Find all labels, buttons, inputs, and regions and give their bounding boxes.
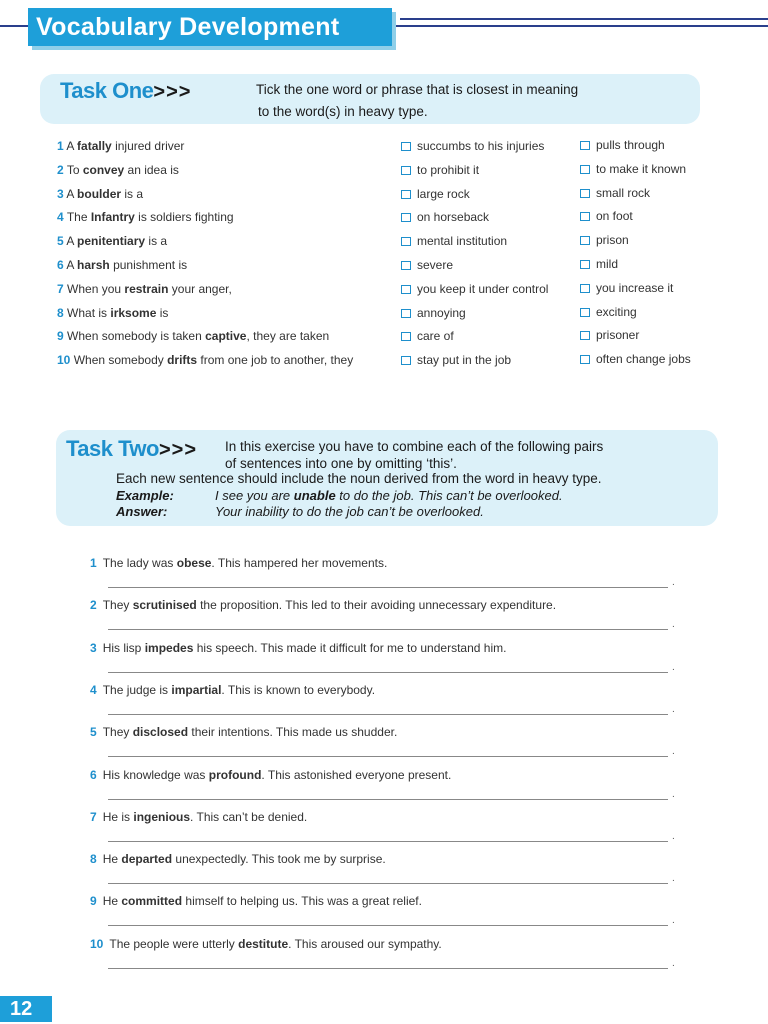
- question-number: 6: [57, 258, 64, 272]
- sentence-text-post: . This can’t be denied.: [190, 810, 308, 824]
- option-label: pulls through: [596, 138, 665, 152]
- task-one-heading: [60, 78, 191, 104]
- task-one-instruction-line2: to the word(s) in heavy type.: [258, 104, 428, 119]
- sentence-text-post: . This aroused our sympathy.: [288, 937, 442, 951]
- option-b[interactable]: [580, 232, 629, 248]
- sentence-keyword: profound: [208, 768, 262, 782]
- checkbox[interactable]: [401, 166, 411, 175]
- question-keyword: fatally: [77, 139, 112, 153]
- checkbox[interactable]: [401, 190, 411, 199]
- option-b[interactable]: [580, 137, 665, 153]
- option-label: you increase it: [596, 281, 674, 295]
- sentence-text-post: the proposition. This led to their avoiding unnecessary expenditure.: [196, 598, 557, 612]
- option-label: on foot: [596, 209, 633, 223]
- question-text-pre: A: [66, 139, 78, 153]
- question-text-post: an idea is: [124, 163, 179, 177]
- option-label: annoying: [417, 306, 466, 320]
- task-two-arrows: >>>: [158, 439, 198, 461]
- sentence-text-pre: His knowledge was: [102, 768, 209, 782]
- sentence-number: 3: [90, 641, 97, 655]
- sentence-row: [90, 894, 422, 908]
- sentence-text-post: unexpectedly. This took me by surprise.: [172, 852, 386, 866]
- answer-line-end: .: [672, 577, 675, 588]
- checkbox[interactable]: [401, 142, 411, 151]
- question-row: [57, 281, 232, 297]
- answer-line[interactable]: [108, 841, 668, 842]
- question-text-pre: A: [66, 187, 78, 201]
- answer-line[interactable]: [108, 756, 668, 757]
- question-row: [57, 352, 353, 368]
- question-keyword: captive: [205, 329, 247, 343]
- sentence-row: [90, 937, 442, 951]
- question-text-post: is: [156, 306, 169, 320]
- option-label: stay put in the job: [417, 353, 512, 367]
- sentence-row: [90, 852, 386, 866]
- task-two-instruction-line2: of sentences into one by omitting ‘this’.: [225, 456, 457, 471]
- answer-line-end: .: [672, 915, 675, 926]
- question-text-post: , they are taken: [246, 329, 330, 343]
- option-a[interactable]: [401, 162, 479, 178]
- answer-line[interactable]: [108, 883, 668, 884]
- question-text-post: is a: [145, 234, 168, 248]
- question-row: [57, 257, 187, 273]
- sentence-row: [90, 768, 451, 782]
- question-number: 5: [57, 234, 64, 248]
- sentence-text-post: himself to helping us. This was a great relief.: [182, 894, 422, 908]
- option-b[interactable]: [580, 208, 633, 224]
- answer-line-end: .: [672, 746, 675, 757]
- sentence-keyword: impedes: [144, 641, 194, 655]
- option-b[interactable]: [580, 280, 673, 296]
- question-keyword: convey: [82, 163, 125, 177]
- question-keyword: restrain: [124, 282, 169, 296]
- page-number: 12: [0, 996, 52, 1022]
- sentence-keyword: obese: [176, 556, 212, 570]
- sentence-row: [90, 725, 397, 739]
- header-rule-upper: [400, 18, 768, 20]
- option-b[interactable]: [580, 304, 637, 320]
- question-row: [57, 186, 143, 202]
- option-label: prisoner: [596, 328, 640, 342]
- option-a[interactable]: [401, 352, 511, 368]
- sentence-number: 10: [90, 937, 104, 951]
- question-number: 1: [57, 139, 64, 153]
- checkbox[interactable]: [580, 260, 590, 269]
- question-text-pre: What is: [67, 306, 111, 320]
- task-two-title: Task Two: [66, 436, 159, 461]
- option-a[interactable]: [401, 305, 466, 321]
- sentence-number: 8: [90, 852, 97, 866]
- option-a[interactable]: [401, 257, 453, 273]
- answer-line[interactable]: [108, 629, 668, 630]
- sentence-row: [90, 641, 506, 655]
- sentence-text-pre: They: [102, 598, 133, 612]
- option-a[interactable]: [401, 186, 470, 202]
- option-b[interactable]: [580, 327, 639, 343]
- sentence-text-post: . This hampered her movements.: [211, 556, 388, 570]
- sentence-keyword: ingenious: [133, 810, 191, 824]
- sentence-text-post: his speech. This made it difficult for me to understand him.: [193, 641, 507, 655]
- sentence-number: 4: [90, 683, 97, 697]
- answer-label: Answer:: [116, 504, 168, 519]
- answer-line[interactable]: [108, 714, 668, 715]
- sentence-keyword: departed: [121, 852, 173, 866]
- task-one-arrows: >>>: [153, 81, 192, 103]
- question-text-pre: When somebody: [73, 353, 168, 367]
- question-text-post: is a: [121, 187, 144, 201]
- checkbox[interactable]: [580, 308, 590, 317]
- question-row: [57, 305, 168, 321]
- sentence-keyword: impartial: [171, 683, 222, 697]
- example-label: Example:: [116, 488, 174, 503]
- sentence-keyword: destitute: [238, 937, 289, 951]
- question-keyword: boulder: [77, 187, 122, 201]
- sentence-keyword: disclosed: [132, 725, 189, 739]
- option-label: often change jobs: [596, 352, 691, 366]
- checkbox[interactable]: [580, 355, 590, 364]
- sentence-number: 2: [90, 598, 97, 612]
- question-number: 8: [57, 306, 64, 320]
- option-label: mental institution: [417, 234, 508, 248]
- task-one-title: Task One: [60, 78, 154, 103]
- sentence-text-post: . This astonished everyone present.: [261, 768, 452, 782]
- option-b[interactable]: [580, 351, 691, 367]
- question-keyword: drifts: [167, 353, 198, 367]
- option-a[interactable]: [401, 233, 507, 249]
- question-text-pre: The: [66, 210, 91, 224]
- option-b[interactable]: [580, 161, 686, 177]
- sentence-text-pre: He is: [102, 810, 134, 824]
- question-text-pre: A: [66, 258, 78, 272]
- answer-line[interactable]: [108, 799, 668, 800]
- task-two-instruction-line1: In this exercise you have to combine each of the following pairs: [225, 439, 604, 454]
- sentence-text-pre: The lady was: [102, 556, 177, 570]
- task-one-instruction: [256, 80, 578, 121]
- option-label: you keep it under control: [417, 282, 549, 296]
- checkbox[interactable]: [401, 261, 411, 270]
- question-text-pre: When somebody is taken: [67, 329, 206, 343]
- option-a[interactable]: [401, 138, 544, 154]
- sentence-text-pre: He: [102, 894, 122, 908]
- option-a[interactable]: [401, 328, 454, 344]
- answer-text: Your inability to do the job can’t be overlooked.: [215, 504, 484, 519]
- answer-line[interactable]: [108, 672, 668, 673]
- example-post: to do the job. This can’t be overlooked.: [335, 488, 563, 503]
- sentence-keyword: scrutinised: [132, 598, 197, 612]
- question-row: [57, 233, 167, 249]
- sentence-text-pre: The judge is: [102, 683, 172, 697]
- sentence-keyword: committed: [121, 894, 183, 908]
- question-keyword: irksome: [110, 306, 157, 320]
- question-keyword: harsh: [77, 258, 110, 272]
- option-a[interactable]: [401, 281, 548, 297]
- option-label: to prohibit it: [417, 163, 480, 177]
- option-label: succumbs to his injuries: [417, 139, 545, 153]
- option-label: exciting: [596, 305, 637, 319]
- sentence-number: 5: [90, 725, 97, 739]
- task-two-instruction: [225, 438, 603, 472]
- checkbox[interactable]: [580, 331, 590, 340]
- option-b[interactable]: [580, 185, 650, 201]
- sentence-number: 6: [90, 768, 97, 782]
- sentence-text-pre: They: [102, 725, 133, 739]
- sentence-text-pre: He: [102, 852, 122, 866]
- option-label: prison: [596, 233, 629, 247]
- option-b[interactable]: [580, 256, 618, 272]
- checkbox[interactable]: [580, 165, 590, 174]
- option-label: care of: [417, 329, 454, 343]
- sentence-row: [90, 683, 375, 697]
- question-text-post: punishment is: [109, 258, 188, 272]
- answer-line[interactable]: [108, 925, 668, 926]
- sentence-text-post: their intentions. This made us shudder.: [188, 725, 398, 739]
- checkbox[interactable]: [401, 356, 411, 365]
- sentence-row: [90, 810, 307, 824]
- page-title: Vocabulary Development: [28, 8, 392, 46]
- question-number: 9: [57, 329, 64, 343]
- question-keyword: Infantry: [90, 210, 135, 224]
- question-text-post: your anger,: [168, 282, 232, 296]
- answer-line-end: .: [672, 873, 675, 884]
- sentence-number: 9: [90, 894, 97, 908]
- task-one-instruction-line1: Tick the one word or phrase that is closest in meaning: [256, 82, 579, 97]
- question-keyword: penitentiary: [77, 234, 146, 248]
- sentence-text-post: . This is known to everybody.: [221, 683, 376, 697]
- answer-row: [116, 504, 484, 519]
- option-a[interactable]: [401, 209, 489, 225]
- checkbox[interactable]: [580, 236, 590, 245]
- question-number: 4: [57, 210, 64, 224]
- answer-line-end: .: [672, 619, 675, 630]
- question-text-pre: When you: [67, 282, 125, 296]
- question-text-pre: A: [66, 234, 78, 248]
- question-number: 10: [57, 353, 71, 367]
- answer-line[interactable]: [108, 587, 668, 588]
- task-two-heading: [66, 436, 197, 462]
- checkbox[interactable]: [401, 237, 411, 246]
- option-label: on horseback: [417, 210, 490, 224]
- answer-line-end: .: [672, 662, 675, 673]
- question-number: 7: [57, 282, 64, 296]
- option-label: large rock: [417, 187, 470, 201]
- option-label: severe: [417, 258, 454, 272]
- task-two-instruction-line3: Each new sentence should include the noun derived from the word in heavy type.: [116, 471, 602, 486]
- checkbox[interactable]: [580, 212, 590, 221]
- sentence-row: [90, 556, 387, 570]
- answer-line-end: .: [672, 704, 675, 715]
- question-text-post: injured driver: [111, 139, 185, 153]
- question-text-pre: To: [66, 163, 83, 177]
- example-bold: unable: [293, 488, 336, 503]
- sentence-number: 1: [90, 556, 97, 570]
- question-row: [57, 328, 329, 344]
- question-number: 3: [57, 187, 64, 201]
- checkbox[interactable]: [401, 309, 411, 318]
- example-row: [116, 488, 563, 503]
- question-number: 2: [57, 163, 64, 177]
- sentence-text-pre: His lisp: [102, 641, 145, 655]
- answer-line[interactable]: [108, 968, 668, 969]
- question-row: [57, 162, 179, 178]
- checkbox[interactable]: [580, 284, 590, 293]
- sentence-row: [90, 598, 556, 612]
- checkbox[interactable]: [401, 213, 411, 222]
- checkbox[interactable]: [401, 332, 411, 341]
- answer-line-end: .: [672, 831, 675, 842]
- answer-line-end: .: [672, 789, 675, 800]
- question-row: [57, 209, 234, 225]
- question-row: [57, 138, 184, 154]
- sentence-number: 7: [90, 810, 97, 824]
- checkbox[interactable]: [580, 141, 590, 150]
- question-text-post: is soldiers fighting: [134, 210, 234, 224]
- example-pre: I see you are: [215, 488, 294, 503]
- checkbox[interactable]: [401, 285, 411, 294]
- question-text-post: from one job to another, they: [197, 353, 354, 367]
- sentence-text-pre: The people were utterly: [109, 937, 239, 951]
- option-label: mild: [596, 257, 619, 271]
- option-label: to make it known: [596, 162, 687, 176]
- checkbox[interactable]: [580, 189, 590, 198]
- answer-line-end: .: [672, 958, 675, 969]
- option-label: small rock: [596, 186, 651, 200]
